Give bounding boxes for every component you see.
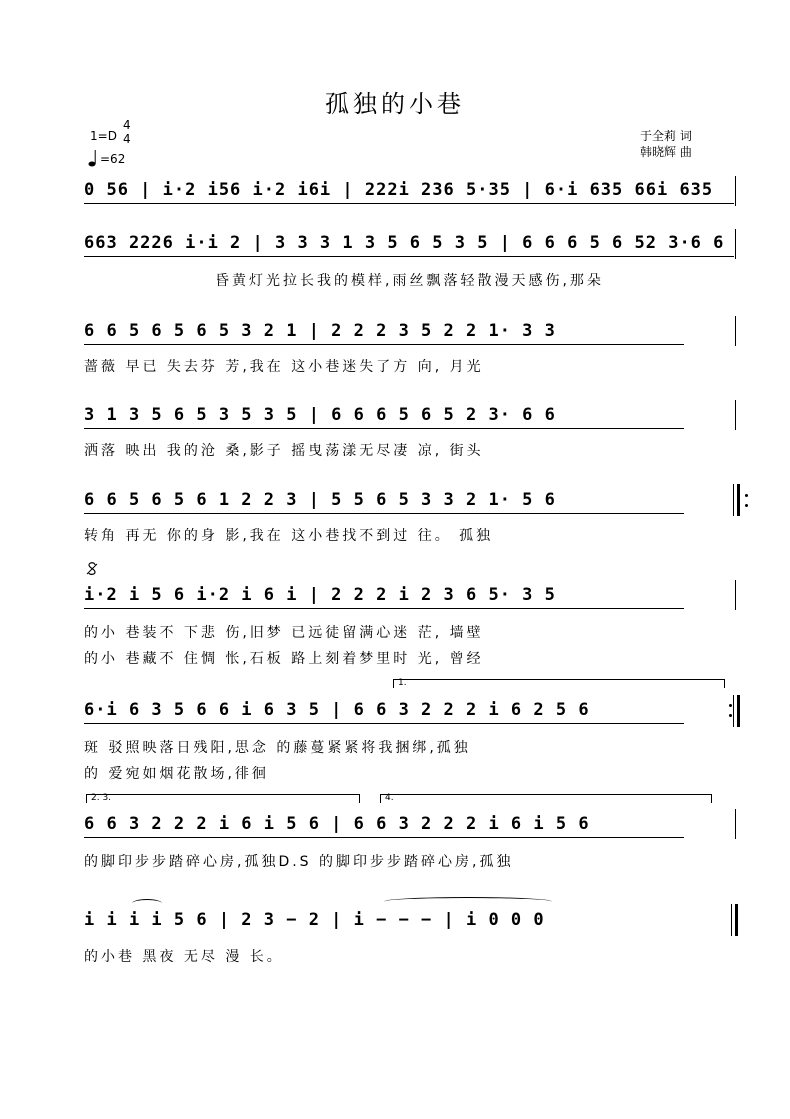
quarter-note-icon: [88, 148, 100, 168]
lyricist: 于全莉 词: [640, 129, 692, 143]
barline: [735, 580, 736, 610]
time-sig-bottom: 4: [123, 132, 131, 146]
underline: [84, 608, 684, 609]
barline: [733, 695, 734, 727]
barline: [733, 484, 734, 516]
system-9-lyrics: 的小巷 黑夜 无尽 漫 长。: [84, 949, 284, 965]
underline: [84, 203, 734, 204]
barline: [735, 176, 736, 206]
system-4-lyrics: 洒落 映出 我的沧 桑,影子 摇曳荡漾无尽凄 凉, 街头: [84, 443, 484, 459]
tempo-marking: =62: [100, 152, 126, 166]
barline: [735, 400, 736, 430]
final-barline: [735, 904, 738, 936]
volta-label: 4.: [385, 793, 394, 803]
composer: 韩晓辉 曲: [640, 145, 692, 159]
barline: [735, 229, 736, 259]
underline: [84, 344, 684, 345]
time-sig-top: 4: [123, 118, 131, 132]
barline: [731, 904, 732, 936]
repeat-dot: [745, 504, 748, 507]
system-8-notes: 6 6 3 2 2 2 i 6 i 5 6 | 6 6 3 2 2 2 i 6 i 5 6: [84, 814, 590, 834]
system-3-notes: 6 6 5 6 5 6 5 3 2 1 | 2 2 2 3 5 2 2 1· 3 3: [84, 321, 556, 341]
underline: [84, 428, 684, 429]
volta-label: 1.: [398, 678, 407, 688]
system-6-lyrics-verse-2: 的小 巷藏不 住惆 怅,石板 路上刻着梦里时 光, 曾经: [84, 651, 484, 667]
system-6-notes: i·2 i 5 6 i·2 i 6 i | 2 2 2 i 2 3 6 5· 3 5: [84, 585, 556, 605]
barline: [735, 316, 736, 346]
repeat-dot: [729, 704, 732, 707]
system-4-notes: 3 1 3 5 6 5 3 5 3 5 | 6 6 6 5 6 5 2 3· 6 6: [84, 405, 556, 425]
system-5-notes: 6 6 5 6 5 6 1 2 2 3 | 5 5 6 5 3 3 2 1· 5 6: [84, 490, 556, 510]
system-3-lyrics: 蔷薇 早已 失去芬 芳,我在 这小巷迷失了方 向, 月光: [84, 359, 484, 375]
repeat-dot: [745, 494, 748, 497]
volta-label: 2. 3.: [91, 793, 112, 803]
credits: [640, 128, 692, 160]
system-5-lyrics: 转角 再无 你的身 影,我在 这小巷找不到过 往。 孤独: [84, 528, 494, 544]
volta-bracket: [86, 794, 360, 803]
repeat-barline: [737, 695, 740, 727]
system-7-lyrics-verse-2: 的 爱宛如烟花散场,徘徊: [84, 766, 269, 782]
song-title: 孤独的小巷: [325, 90, 465, 118]
volta-bracket: [380, 794, 712, 803]
underline: [84, 513, 684, 514]
underline: [84, 837, 684, 838]
system-9-notes: i i i i 5 6 | 2 3 − 2 | i − − − | i 0 0 0: [84, 910, 545, 930]
system-6-lyrics-verse-1: 的小 巷装不 下悲 伤,旧梦 已远徒留满心迷 茫, 墙壁: [84, 625, 484, 641]
repeat-barline: [737, 484, 740, 516]
slur: [132, 899, 162, 908]
underline: [84, 256, 734, 257]
tie: [384, 897, 552, 906]
system-1-notes: 0 56 | i·2 i56 i·2 i6i | 222i 236 5·35 | 6·i 635 66i 635: [84, 180, 714, 200]
volta-bracket: [393, 679, 725, 688]
repeat-dot: [729, 714, 732, 717]
system-7-notes: 6·i 6 3 5 6 6 i 6 3 5 | 6 6 3 2 2 2 i 6 2 5 6: [84, 700, 590, 720]
time-signature: [123, 118, 131, 146]
underline: [84, 723, 684, 724]
segno-icon: [86, 562, 98, 576]
system-8-lyrics: 的脚印步步踏碎心房,孤独D.S 的脚印步步踏碎心房,孤独: [84, 854, 514, 870]
system-2-notes: 663 2226 i·i 2 | 3 3 3 1 3 5 6 5 3 5 | 6 6 6 5 6 52 3·6 6: [84, 233, 725, 253]
key-signature: 1=D: [90, 129, 117, 143]
system-2-lyrics: 昏黄灯光拉长我的模样,雨丝飘落轻散漫天感伤,那朵: [215, 273, 604, 289]
barline: [735, 809, 736, 839]
system-7-lyrics-verse-1: 斑 驳照映落日残阳,思念 的藤蔓紧紧将我捆绑,孤独: [84, 740, 471, 756]
